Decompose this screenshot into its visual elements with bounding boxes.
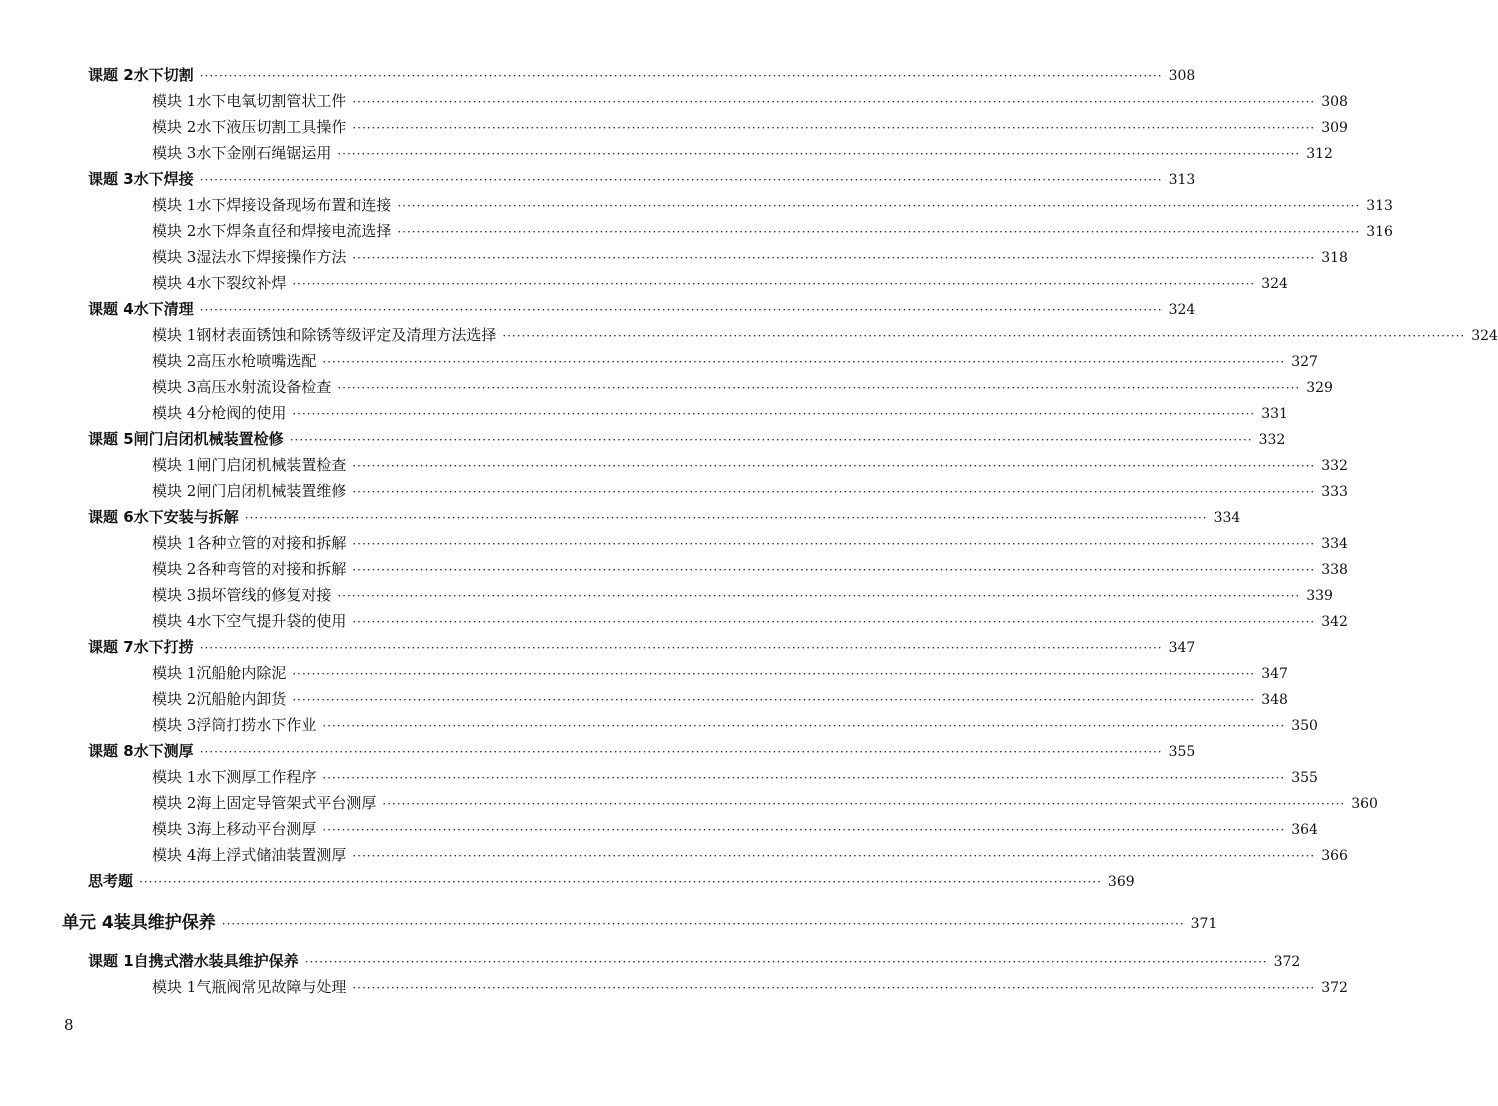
entry-number: 模块 4	[152, 612, 197, 630]
entry-page-number: 324	[1471, 328, 1498, 344]
entry-number: 模块 1	[152, 92, 197, 110]
dot-leader: ········································································································································································································	[382, 797, 1346, 811]
entry-number: 模块 1	[152, 326, 197, 344]
entry-title: 水下测厚	[133, 742, 194, 760]
entry-page-number: 338	[1321, 562, 1348, 578]
entry-page-number: 329	[1306, 380, 1333, 396]
dot-leader: ········································································································································································································	[502, 329, 1466, 343]
entry-title: 分枪阀的使用	[196, 404, 287, 422]
entry-title: 水下金刚石绳锯运用	[196, 144, 332, 162]
entry-title: 水下裂纹补焊	[196, 274, 287, 292]
entry-number: 课题 1	[88, 952, 134, 970]
entry-number: 模块 4	[152, 404, 197, 422]
toc-module-entry	[0, 244, 1348, 270]
page-number: 8	[64, 1016, 74, 1034]
table-of-contents	[0, 62, 1498, 1000]
entry-title: 闸门启闭机械装置检查	[196, 456, 347, 474]
dot-leader: ········································································································································································································	[352, 459, 1316, 473]
dot-leader: ········································································································································································································	[352, 563, 1316, 577]
toc-module-entry	[0, 478, 1348, 504]
dot-leader: ········································································································································································································	[199, 303, 1163, 317]
entry-page-number: 313	[1168, 172, 1196, 188]
dot-leader: ········································································································································································································	[199, 745, 1163, 759]
entry-page-number: 364	[1291, 822, 1318, 838]
dot-leader: ········································································································································································································	[244, 511, 1208, 525]
entry-number: 模块 3	[152, 820, 197, 838]
entry-title: 自携式潜水装具维护保养	[133, 952, 299, 970]
entry-page-number: 369	[1107, 874, 1135, 890]
entry-page-number: 371	[1190, 916, 1218, 932]
entry-title: 水下打捞	[133, 638, 194, 656]
entry-title: 湿法水下焊接操作方法	[196, 248, 347, 266]
entry-title: 水下焊条直径和焊接电流选择	[196, 222, 392, 240]
dot-leader: ········································································································································································································	[289, 433, 1253, 447]
dot-leader: ········································································································································································································	[352, 981, 1316, 995]
entry-title: 水下空气提升袋的使用	[196, 612, 347, 630]
dot-leader: ········································································································································································································	[292, 667, 1256, 681]
entry-title: 海上浮式储油装置测厚	[196, 846, 347, 864]
entry-number: 模块 2	[152, 794, 197, 812]
entry-page-number: 366	[1321, 848, 1348, 864]
entry-page-number: 312	[1306, 146, 1333, 162]
entry-page-number: 313	[1366, 198, 1393, 214]
entry-number: 模块 2	[152, 560, 197, 578]
toc-module-entry	[0, 400, 1288, 426]
entry-page-number: 355	[1291, 770, 1318, 786]
dot-leader: ········································································································································································································	[292, 693, 1256, 707]
dot-leader: ········································································································································································································	[304, 955, 1268, 969]
entry-page-number: 332	[1321, 458, 1348, 474]
entry-page-number: 316	[1366, 224, 1393, 240]
toc-unit-entry	[0, 908, 1218, 938]
entry-title: 损坏管线的修复对接	[196, 586, 332, 604]
entry-page-number: 334	[1213, 510, 1241, 526]
entry-number: 模块 4	[152, 846, 197, 864]
entry-number: 课题 3	[88, 170, 134, 188]
entry-number: 模块 3	[152, 144, 197, 162]
entry-title: 沉船舱内除泥	[196, 664, 287, 682]
entry-number: 模块 2	[152, 222, 197, 240]
entry-number: 模块 2	[152, 690, 197, 708]
dot-leader: ········································································································································································································	[199, 641, 1163, 655]
entry-number: 课题 7	[88, 638, 134, 656]
toc-module-entry	[0, 530, 1348, 556]
entry-title: 浮筒打捞水下作业	[196, 716, 317, 734]
toc-topic-entry	[0, 296, 1196, 322]
dot-leader: ········································································································································································································	[352, 485, 1316, 499]
dot-leader: ········································································································································································································	[352, 615, 1316, 629]
toc-module-entry	[0, 686, 1288, 712]
entry-title: 水下切割	[133, 66, 194, 84]
entry-title: 气瓶阀常见故障与处理	[196, 978, 347, 996]
toc-topic-entry	[0, 948, 1301, 974]
entry-page-number: 324	[1261, 276, 1288, 292]
dot-leader: ········································································································································································································	[322, 823, 1286, 837]
entry-title: 高压水枪喷嘴选配	[196, 352, 317, 370]
toc-module-entry	[0, 816, 1318, 842]
entry-page-number: 347	[1261, 666, 1288, 682]
entry-page-number: 355	[1168, 744, 1196, 760]
dot-leader: ········································································································································································································	[352, 95, 1316, 109]
dot-leader: ········································································································································································································	[337, 147, 1301, 161]
entry-number: 模块 2	[152, 352, 197, 370]
entry-number: 课题 6	[88, 508, 134, 526]
entry-page-number: 350	[1291, 718, 1318, 734]
entry-page-number: 348	[1261, 692, 1288, 708]
toc-module-entry	[0, 582, 1333, 608]
entry-title: 水下液压切割工具操作	[196, 118, 347, 136]
toc-module-entry	[0, 790, 1378, 816]
toc-module-entry	[0, 192, 1393, 218]
entry-title: 水下安装与拆解	[133, 508, 239, 526]
dot-leader: ········································································································································································································	[292, 277, 1256, 291]
entry-page-number: 347	[1168, 640, 1196, 656]
entry-page-number: 333	[1321, 484, 1348, 500]
entry-page-number: 332	[1258, 432, 1286, 448]
entry-number: 课题 5	[88, 430, 134, 448]
toc-module-entry	[0, 556, 1348, 582]
dot-leader: ········································································································································································································	[397, 199, 1361, 213]
entry-title: 闸门启闭机械装置维修	[196, 482, 347, 500]
dot-leader: ········································································································································································································	[352, 251, 1316, 265]
entry-page-number: 308	[1321, 94, 1348, 110]
entry-title: 闸门启闭机械装置检修	[133, 430, 284, 448]
toc-topic-entry	[0, 62, 1196, 88]
toc-module-entry	[0, 270, 1288, 296]
toc-topic-entry	[0, 426, 1286, 452]
entry-title: 装具维护保养	[113, 913, 216, 933]
dot-leader: ········································································································································································································	[352, 537, 1316, 551]
entry-number: 模块 3	[152, 248, 197, 266]
entry-number: 模块 2	[152, 482, 197, 500]
toc-topic-entry	[0, 738, 1196, 764]
entry-title: 水下焊接设备现场布置和连接	[196, 196, 392, 214]
entry-number: 课题 4	[88, 300, 134, 318]
entry-number: 课题 2	[88, 66, 134, 84]
entry-page-number: 327	[1291, 354, 1318, 370]
dot-leader: ········································································································································································································	[397, 225, 1361, 239]
entry-title: 海上固定导管架式平台测厚	[196, 794, 377, 812]
toc-topic-entry	[0, 504, 1241, 530]
entry-title: 水下电氧切割管状工件	[196, 92, 347, 110]
dot-leader: ········································································································································································································	[352, 121, 1316, 135]
entry-title: 各种立管的对接和拆解	[196, 534, 347, 552]
entry-number: 模块 1	[152, 978, 197, 996]
toc-module-entry	[0, 114, 1348, 140]
entry-title: 海上移动平台测厚	[196, 820, 317, 838]
toc-module-entry	[0, 88, 1348, 114]
entry-page-number: 324	[1168, 302, 1196, 318]
entry-number: 模块 4	[152, 274, 197, 292]
entry-number: 课题 8	[88, 742, 134, 760]
toc-module-entry	[0, 218, 1393, 244]
entry-number: 模块 3	[152, 586, 197, 604]
dot-leader: ········································································································································································································	[322, 355, 1286, 369]
entry-number: 模块 1	[152, 768, 197, 786]
toc-topic-entry	[0, 166, 1196, 192]
dot-leader: ········································································································································································································	[139, 875, 1102, 889]
entry-page-number: 308	[1168, 68, 1196, 84]
dot-leader: ········································································································································································································	[322, 771, 1286, 785]
entry-page-number: 331	[1261, 406, 1288, 422]
entry-page-number: 372	[1321, 980, 1348, 996]
entry-number: 模块 3	[152, 716, 197, 734]
dot-leader: ········································································································································································································	[337, 589, 1301, 603]
toc-module-entry	[0, 974, 1348, 1000]
toc-module-entry	[0, 712, 1318, 738]
toc-module-entry	[0, 842, 1348, 868]
entry-number: 模块 2	[152, 118, 197, 136]
entry-number: 单元 4	[62, 913, 114, 933]
entry-number: 模块 1	[152, 196, 197, 214]
dot-leader: ········································································································································································································	[199, 173, 1163, 187]
dot-leader: ········································································································································································································	[199, 69, 1163, 83]
entry-page-number: 360	[1351, 796, 1378, 812]
toc-module-entry	[0, 452, 1348, 478]
toc-questions-entry	[0, 868, 1135, 894]
entry-number: 模块 3	[152, 378, 197, 396]
entry-title: 水下测厚工作程序	[196, 768, 317, 786]
dot-leader: ········································································································································································································	[322, 719, 1286, 733]
entry-page-number: 372	[1273, 954, 1301, 970]
toc-module-entry	[0, 764, 1318, 790]
dot-leader: ········································································································································································································	[292, 407, 1256, 421]
entry-page-number: 309	[1321, 120, 1348, 136]
dot-leader: ········································································································································································································	[221, 917, 1185, 931]
toc-module-entry	[0, 322, 1498, 348]
entry-title: 水下清理	[133, 300, 194, 318]
dot-leader: ········································································································································································································	[337, 381, 1301, 395]
toc-module-entry	[0, 348, 1318, 374]
entry-page-number: 342	[1321, 614, 1348, 630]
toc-module-entry	[0, 140, 1333, 166]
entry-title: 各种弯管的对接和拆解	[196, 560, 347, 578]
toc-topic-entry	[0, 634, 1196, 660]
toc-module-entry	[0, 374, 1333, 400]
entry-page-number: 339	[1306, 588, 1333, 604]
entry-title: 思考题	[88, 872, 134, 890]
entry-number: 模块 1	[152, 664, 197, 682]
toc-module-entry	[0, 608, 1348, 634]
dot-leader: ········································································································································································································	[352, 849, 1316, 863]
toc-module-entry	[0, 660, 1288, 686]
entry-title: 水下焊接	[133, 170, 194, 188]
entry-number: 模块 1	[152, 456, 197, 474]
entry-page-number: 334	[1321, 536, 1348, 552]
entry-title: 钢材表面锈蚀和除锈等级评定及清理方法选择	[196, 326, 497, 344]
entry-number: 模块 1	[152, 534, 197, 552]
entry-page-number: 318	[1321, 250, 1348, 266]
entry-title: 高压水射流设备检查	[196, 378, 332, 396]
entry-title: 沉船舱内卸货	[196, 690, 287, 708]
